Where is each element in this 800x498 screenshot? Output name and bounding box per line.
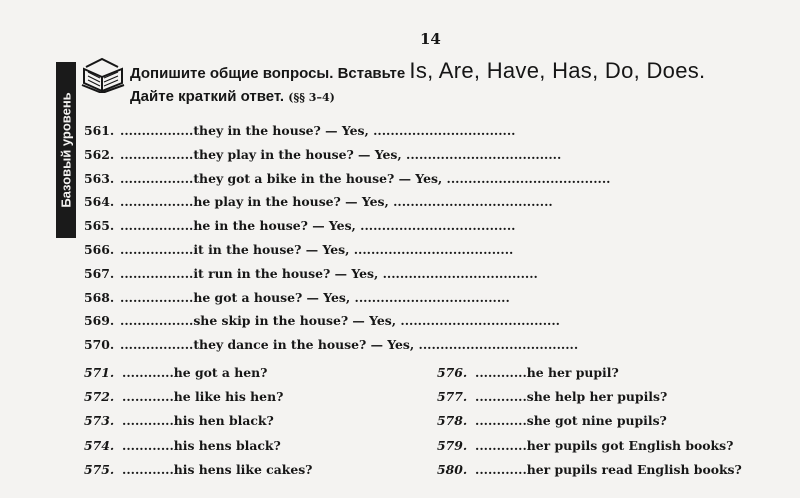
exercise-number: 574. bbox=[84, 437, 115, 453]
section-reference: (§§ 3–4) bbox=[288, 91, 335, 104]
exercise-item bbox=[84, 409, 312, 433]
exercise-item bbox=[84, 333, 610, 357]
exercise-item bbox=[437, 458, 742, 482]
exercise-text: ............his hens black? bbox=[122, 437, 281, 453]
instruction-line-1 bbox=[130, 58, 705, 87]
exercise-text: ............he got a hen? bbox=[122, 365, 268, 380]
exercise-text: ............his hens like cakes? bbox=[122, 461, 313, 477]
exercise-text: .................she skip in the house? — Yes, ..................................... bbox=[120, 313, 561, 329]
exercise-text: ............his hen black? bbox=[122, 413, 274, 429]
exercise-number: 561. bbox=[84, 123, 115, 138]
exercise-number: 573. bbox=[84, 413, 115, 429]
level-side-tab bbox=[56, 62, 76, 238]
exercise-number: 568. bbox=[84, 289, 115, 305]
exercise-number: 567. bbox=[84, 265, 115, 281]
exercise-number: 571. bbox=[84, 365, 115, 380]
exercise-number: 580. bbox=[437, 461, 468, 477]
exercise-text: .................it in the house? — Yes, ..................................... bbox=[120, 241, 514, 257]
exercise-column-right bbox=[437, 361, 742, 482]
exercise-item bbox=[437, 434, 742, 458]
exercise-number: 570. bbox=[84, 337, 115, 353]
exercise-text: ............her pupils read English books? bbox=[475, 461, 742, 477]
exercise-item bbox=[84, 214, 610, 238]
exercise-text: .................they dance in the house? — Yes, ..................................... bbox=[120, 337, 579, 353]
exercise-item bbox=[84, 309, 610, 333]
exercise-item bbox=[84, 434, 312, 458]
exercise-text: .................he in the house? — Yes, .................................... bbox=[120, 218, 516, 234]
exercise-item bbox=[84, 458, 312, 482]
exercise-item bbox=[84, 190, 610, 214]
exercise-number: 563. bbox=[84, 170, 115, 186]
exercise-number: 575. bbox=[84, 461, 115, 477]
exercise-number: 569. bbox=[84, 313, 115, 329]
exercise-number: 562. bbox=[84, 146, 115, 162]
exercise-column-left bbox=[84, 361, 312, 482]
exercise-text: .................they play in the house? — Yes, .................................... bbox=[120, 146, 562, 162]
exercise-number: 564. bbox=[84, 194, 115, 210]
exercise-text: ............he her pupil? bbox=[475, 365, 619, 380]
exercise-item bbox=[84, 385, 312, 409]
exercise-item bbox=[84, 119, 610, 143]
insert-words: Is, Are, Have, Has, Do, Does. bbox=[409, 58, 706, 83]
exercise-number: 566. bbox=[84, 241, 115, 257]
exercise-text: ............she help her pupils? bbox=[475, 389, 668, 405]
exercise-item bbox=[84, 167, 610, 191]
exercise-item bbox=[437, 385, 742, 409]
exercise-instructions bbox=[130, 58, 705, 108]
exercise-text: ............her pupils got English books? bbox=[475, 437, 734, 453]
exercise-item bbox=[84, 143, 610, 167]
exercise-number: 579. bbox=[437, 437, 468, 453]
exercise-item bbox=[84, 286, 610, 310]
exercise-text: .................he play in the house? — Yes, ..................................... bbox=[120, 194, 553, 210]
exercise-text: .................they in the house? — Yes, ................................. bbox=[120, 123, 516, 138]
exercise-text: ............he like his hen? bbox=[122, 389, 284, 405]
exercise-number: 578. bbox=[437, 413, 468, 429]
level-label: Базовый уровень bbox=[58, 92, 74, 208]
instruction-text: Допишите общие вопросы. Вставьте bbox=[130, 65, 410, 82]
exercise-text: .................it run in the house? — Yes, .................................... bbox=[120, 265, 538, 281]
exercise-text: ............she got nine pupils? bbox=[475, 413, 667, 429]
exercise-number: 572. bbox=[84, 389, 115, 405]
open-book-icon bbox=[80, 55, 126, 93]
exercise-number: 576. bbox=[437, 365, 468, 380]
exercise-item bbox=[437, 409, 742, 433]
exercise-item bbox=[437, 361, 742, 385]
exercise-item bbox=[84, 238, 610, 262]
exercise-list-main bbox=[84, 119, 610, 357]
instruction-line-2 bbox=[130, 87, 705, 108]
exercise-number: 565. bbox=[84, 218, 115, 234]
exercise-number: 577. bbox=[437, 389, 468, 405]
page-number: 14 bbox=[420, 30, 441, 48]
exercise-item bbox=[84, 361, 312, 385]
answer-instruction: Дайте краткий ответ. bbox=[130, 88, 289, 105]
exercise-text: .................they got a bike in the house? — Yes, ...................................... bbox=[120, 170, 611, 186]
exercise-text: .................he got a house? — Yes, .................................... bbox=[120, 289, 510, 305]
exercise-item bbox=[84, 262, 610, 286]
